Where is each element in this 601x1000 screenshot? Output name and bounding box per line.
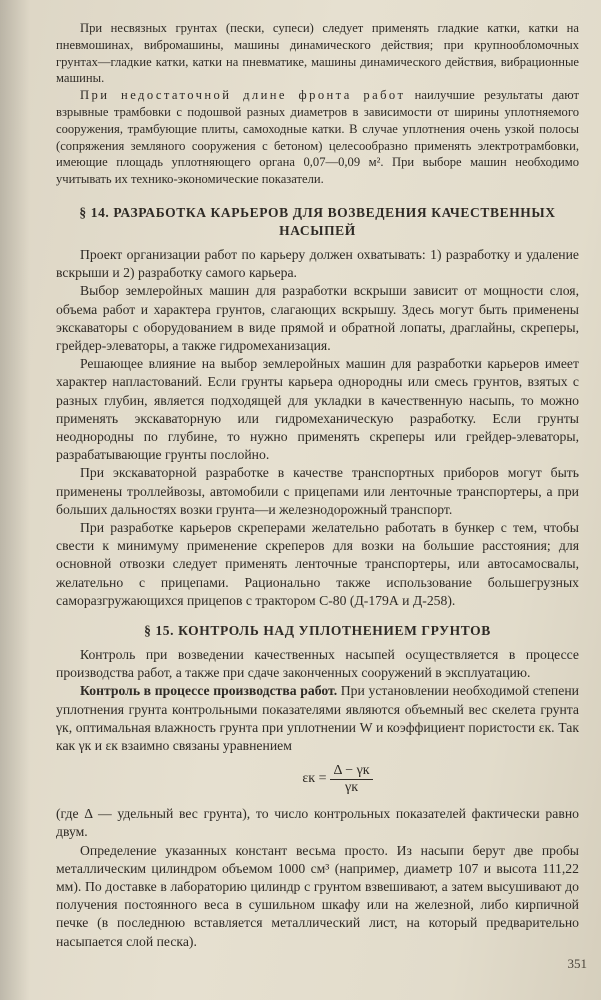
formula-lhs: εк = xyxy=(302,771,327,787)
section-15-paragraph-rest: При установлении необходимой степени уплотнения грунта контрольными показателями являются объемный вес скелета грунта γк, оптимальная влажность грунта при уплотнении W и коэффициент пористости εк. Так как γк и εк взаимно связаны уравнением xyxy=(56,683,579,754)
section-15-paragraph: Контроль при возведении качественных насыпей осуществляется в процессе производства работ, а также при сдаче законченных сооружений в эксплуатацию. xyxy=(56,647,579,681)
section-14-paragraph: При разработке карьеров скреперами желательно работать в бункер с тем, чтобы свести к минимуму применение скреперов для возки на большие расстояния; для основной отвозки следует применять ленточные транспортеры, или автосамосвалы, желательно с прицепами. Рационально также использование большегрузных саморазгружающихся прицепов с трактором С-80 (Д-179А и Д-258). xyxy=(56,520,579,608)
section-14-paragraph: При экскаваторной разработке в качестве транспортных приборов могут быть применены троллейвозы, автомобили с прицепами или ленточные транспортеры, а при больших дальностях возки грунта—и железнодорожный транспорт. xyxy=(56,465,579,517)
subheading-bold: Контроль в процессе производства работ. xyxy=(80,683,338,699)
spaced-phrase: При недостаточной длине фронта работ xyxy=(80,88,406,103)
formula-denominator: γк xyxy=(345,779,359,795)
porosity-formula xyxy=(96,761,579,797)
section-15-paragraph xyxy=(56,682,579,755)
page-number: 351 xyxy=(567,956,587,971)
section-15-paragraph: Определение указанных констант весьма просто. Из насыпи берут две пробы металлическим цилиндром объемом 1000 см³ (например, диаметр 107 и высота 111,22 мм). По доставке в лабораторию цилиндр с грунтом взвешивают, а затем высушивают до получения постоянного веса в сушильном шкафу или на железной, либо кирпичной печке (в последнюю вставляется металлический лист, на который предварительно насыпается слой песка). xyxy=(56,842,579,949)
formula-fraction xyxy=(330,763,372,796)
section-14-paragraph: Проект организации работ по карьеру должен охватывать: 1) разработку и удаление вскрыши и 2) разработку самого карьера. xyxy=(56,246,579,281)
intro-paragraph: При несвязных грунтах (пески, супеси) следует применять гладкие катки, катки на пневмошинах, вибромашины, машины динамического действия; при крупнообломочных грунтах—гладкие катки, катки на пневматике, машины динамического действия, вибрационные машины. xyxy=(56,21,579,86)
section-14-heading: § 14. РАЗРАБОТКА КАРЬЕРОВ ДЛЯ ВОЗВЕДЕНИЯ КАЧЕСТВЕННЫХ НАСЫПЕЙ xyxy=(79,204,556,238)
intro-paragraph-2 xyxy=(56,87,579,188)
formula-numerator: Δ − γк xyxy=(330,763,372,780)
section-14-paragraph: Выбор землеройных машин для разработки вскрыши зависит от мощности слоя, объема работ и характера грунтов, слагающих вскрышу. Здесь могут быть применены экскаваторы с оборудованием в виде прямой и обратной лопаты, драглайны, скреперы, грейдер-элеваторы, а также гидромеханизация. xyxy=(56,283,579,353)
section-15-heading: § 15. КОНТРОЛЬ НАД УПЛОТНЕНИЕМ ГРУНТОВ xyxy=(144,623,491,639)
section-14-paragraph: Решающее влияние на выбор землеройных машин для разработки карьеров имеет характер напластований. Если грунты карьера однородны или смесь грунтов, взятых с разных глубин, является подходящей для укладки в качественную насыпь, то можно применять экскаваторную или гидромеханическую разработку. Если грунты неоднородны по глубине, то нужно применять скреперы или грейдер-элеваторы, разрабатывающие грунты послойно. xyxy=(56,356,579,463)
intro-paragraph-2-rest: наилучшие результаты дают взрывные трамбовки с подошвой разных диаметров в зависимости от ширины уплотняемого сооружения, трамбующие плиты, самоходные катки. В случае уплотнения очень узкой полосы (сопряжения земляного сооружения с бетоном) целесообразно применять электротрамбовки, имеющие площадь уплотняющего органа 0,07—0,09 м². При выборе машин необходимо учитывать их технико-экономические показатели. xyxy=(56,88,579,187)
section-15-paragraph: (где Δ — удельный вес грунта), то число контрольных показателей фактически равно двум. xyxy=(56,806,579,840)
